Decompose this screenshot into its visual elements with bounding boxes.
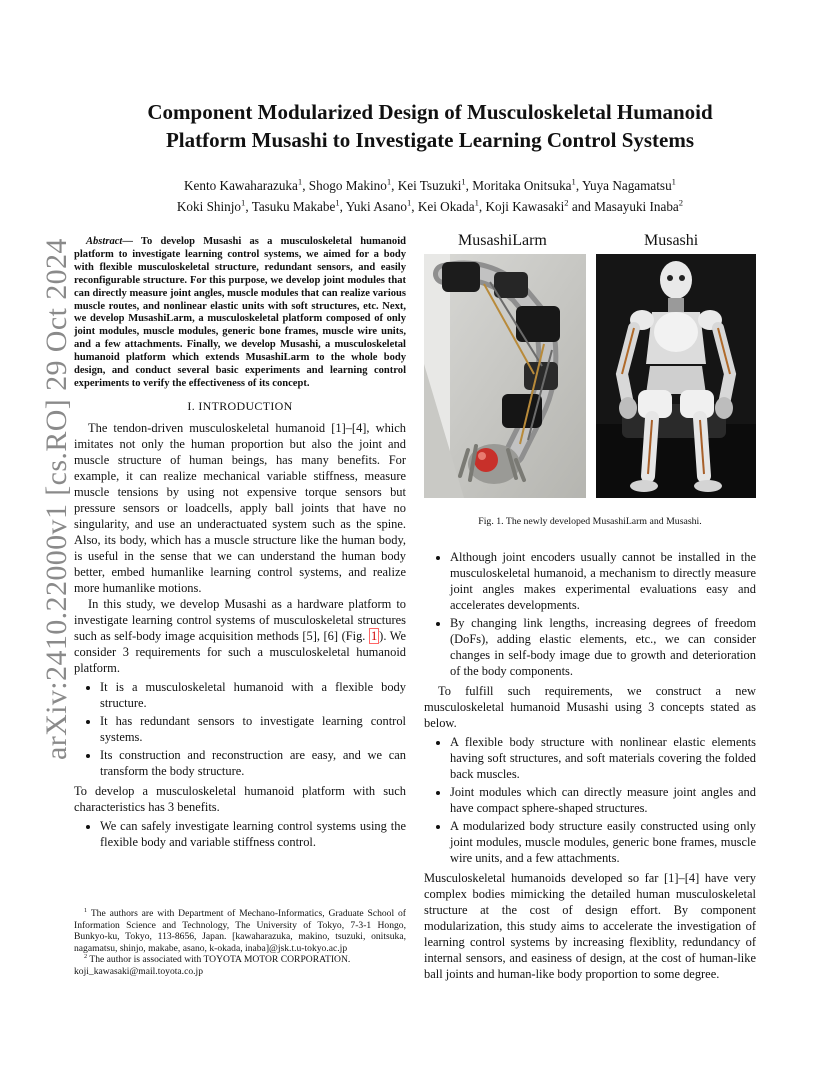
footnote-1-text: The authors are with Department of Mechano-Informatics, Graduate School of Information Science and Technology, The University of Tokyo, 7-3-1 Hongo, Bunkyo-ku, Tokyo, 113-8656, Japan. [kawaharazuka, makino, tsuzuki, onitsuka, nagamatsu, shinjo, makabe, asano, k-okada, inaba]@jsk.t.u-tokyo.ac.jp [74, 908, 406, 954]
paper-title-line-1: Component Modularized Design of Musculoskeletal Humanoid [147, 100, 713, 124]
author-affiliation-mark: 2 [678, 197, 684, 208]
footnote-mark: 2 [84, 952, 88, 960]
list-item: • Its construction and reconstruction are easy, and we can transform the body structure. [100, 747, 406, 779]
concepts-intro: To fulfill such requirements, we construct a new musculoskeletal humanoid Musashi using 3 concepts stated as below. [424, 684, 756, 730]
author-affiliation-mark: 1 [241, 197, 246, 208]
list-item: • It is a musculoskeletal humanoid with a flexible body structure. [100, 679, 406, 711]
author-name: Masayuki Inaba [594, 199, 679, 214]
author-affiliation-mark: 2 [564, 197, 569, 208]
musashi-photo [596, 254, 756, 498]
abstract-text: — To develop Musashi as a musculoskeletal humanoid platform to investigate learning control systems, we aimed for a body with flexible musculoskeletal structure, redundant sensors, and easily reconfigurable structure. For this purpose, we develop joint modules that can directly measure joint angles, muscle modules that can realize various muscle routes, and nonlinear elastic units with soft structures, etc. Next, we develop MusashiLarm, a musculoskeletal platform composed of only joint modules, muscle modules, generic bone frames, muscle wire units, and a few attachments. Finally, we develop Musashi, a musculoskeletal humanoid platform which extends MusashiLarm to the whole body design, and conduct several basic experiments and learning control experiments to verify the effectiveness of its concept. [74, 236, 406, 389]
list-item: • A flexible body structure with nonlinear elastic elements having soft structures, and soft materials covering the folded back muscles. [450, 734, 756, 782]
list-item: • It has redundant sensors to investigate learning control systems. [100, 713, 406, 745]
list-item: • Although joint encoders usually cannot be installed in the musculoskeletal humanoid, a mechanism to directly measure joint angles makes experimental evaluations easy and accelerates developments. [450, 549, 756, 613]
abstract [74, 236, 406, 391]
footnote-2 [74, 954, 406, 966]
author-name: Yuki Asano [345, 199, 407, 214]
figure-labels [424, 232, 756, 252]
author-separator: , [339, 199, 346, 214]
author-affiliation-mark: 1 [461, 176, 466, 187]
figure-label-musashi: Musashi [644, 232, 699, 249]
author-name: Koji Kawasaki [485, 199, 565, 214]
footnote-2-email: koji_kawasaki@mail.toyota.co.jp [74, 965, 203, 977]
concepts-list [424, 734, 756, 866]
section-heading-introduction: I. INTRODUCTION [187, 398, 293, 413]
intro-paragraph-2 [74, 596, 406, 676]
author-affiliation-mark: 1 [571, 176, 576, 187]
intro-paragraph-2-end: ). We consider 3 requirements for such a musculoskeletal humanoid platform. [74, 628, 406, 675]
author-affiliation-mark: 1 [335, 197, 340, 208]
author-name: Moritaka Onitsuka [472, 178, 572, 193]
author-separator: , [411, 199, 418, 214]
paper-title-line-2: Platform Musashi to Investigate Learning Control Systems [165, 128, 695, 152]
author-name: Yuya Nagamatsu [581, 178, 672, 193]
author-separator: , [575, 178, 582, 193]
list-item: • Joint modules which can directly measure joint angles and have compact sphere-shaped structures. [450, 784, 756, 816]
requirements-list [74, 679, 406, 779]
author-name: Kei Okada [417, 199, 475, 214]
arxiv-identifier [0, 0, 73, 1072]
abstract-label: Abstract [86, 236, 123, 247]
arxiv-identifier-text: arXiv:2410.22000v1 [cs.RO] 29 Oct 2024 [40, 238, 73, 760]
benefits-list-right [424, 549, 756, 679]
left-column [74, 236, 406, 854]
author-separator: , [465, 178, 473, 193]
author-separator: and [568, 199, 595, 214]
author-separator: , [302, 178, 309, 193]
author-name: Kei Tsuzuki [397, 178, 462, 193]
author-separator: , [478, 199, 486, 214]
author-list [80, 175, 780, 217]
intro-paragraph-1: The tendon-driven musculoskeletal humanoid [1]–[4], which imitates not only the human proportion but also the joint and muscle structure of human beings, has many benefits. For example, it can realize mechanical variable stiffness, measure muscle tensions by using not expensive torque sensors but pressure sensors or loadcells, apply ball joints that have no singularity, and use an underactuated system such as the spine. Also, its body, which has a muscle structure like the human body, is useful in the sense that we can understand the human body better, embed humanlike learning control systems, and realize more humanlike motions. [74, 420, 406, 595]
intro-paragraph-2-start: In this study, we develop Musashi as a hardware platform to investigate learning control systems of musculoskeletal structures such as self-body image acquisition methods [5], [6] (Fig. [74, 596, 406, 643]
footnote-2-text: The author is associated with TOYOTA MOTOR CORPORATION. [89, 954, 351, 965]
figure-caption: Fig. 1. The newly developed MusashiLarm and Musashi. [478, 516, 702, 527]
benefits-list-left [74, 818, 406, 850]
figure-label-musashilarm: MusashiLarm [458, 232, 547, 249]
figure-1 [424, 254, 756, 500]
footnotes [74, 908, 406, 977]
list-item: • We can safely investigate learning control systems using the flexible body and variable stiffness control. [100, 818, 406, 850]
author-name: Kento Kawaharazuka [184, 178, 298, 193]
footnote-mark: 1 [84, 906, 88, 914]
right-column [424, 232, 756, 982]
musashilarm-photo [424, 254, 586, 498]
author-affiliation-mark: 1 [297, 176, 303, 187]
list-item: • By changing link lengths, increasing degrees of freedom (DoFs), adding elastic elements, etc., we can consider changes in self-body image due to growth and deterioration of the body components. [450, 615, 756, 679]
footnote-1 [74, 908, 406, 954]
list-item: • A modularized body structure easily constructed using only joint modules, muscle modules, generic bone frames, muscle wire units, and a few attachments. [450, 818, 756, 866]
author-separator: , [391, 178, 398, 193]
author-affiliation-mark: 1 [406, 197, 412, 208]
author-affiliation-mark: 1 [671, 176, 676, 187]
author-name: Koki Shinjo [176, 199, 242, 214]
author-name: Tasuku Makabe [251, 199, 336, 214]
paper-title [80, 98, 780, 154]
closing-paragraph: Musculoskeletal humanoids developed so far [1]–[4] have very complex bodies mimicking the detailed human musculoskeletal structure at the cost of design effort. By component modularization, this study aims to accelerate the investigation of learning control systems by increasing flexiblity, redundancy of internal sensors, and easiness of design, at the cost of human-like ball joints and human-like body proportion to some degree. [424, 871, 756, 981]
author-name: Shogo Makino [308, 178, 387, 193]
benefits-intro: To develop a musculoskeletal humanoid platform with such characteristics has 3 benefits. [74, 783, 406, 814]
figure-reference-link[interactable]: 1 [370, 628, 378, 643]
author-affiliation-mark: 1 [474, 197, 479, 208]
author-separator: , [245, 199, 252, 214]
author-affiliation-mark: 1 [386, 176, 392, 187]
